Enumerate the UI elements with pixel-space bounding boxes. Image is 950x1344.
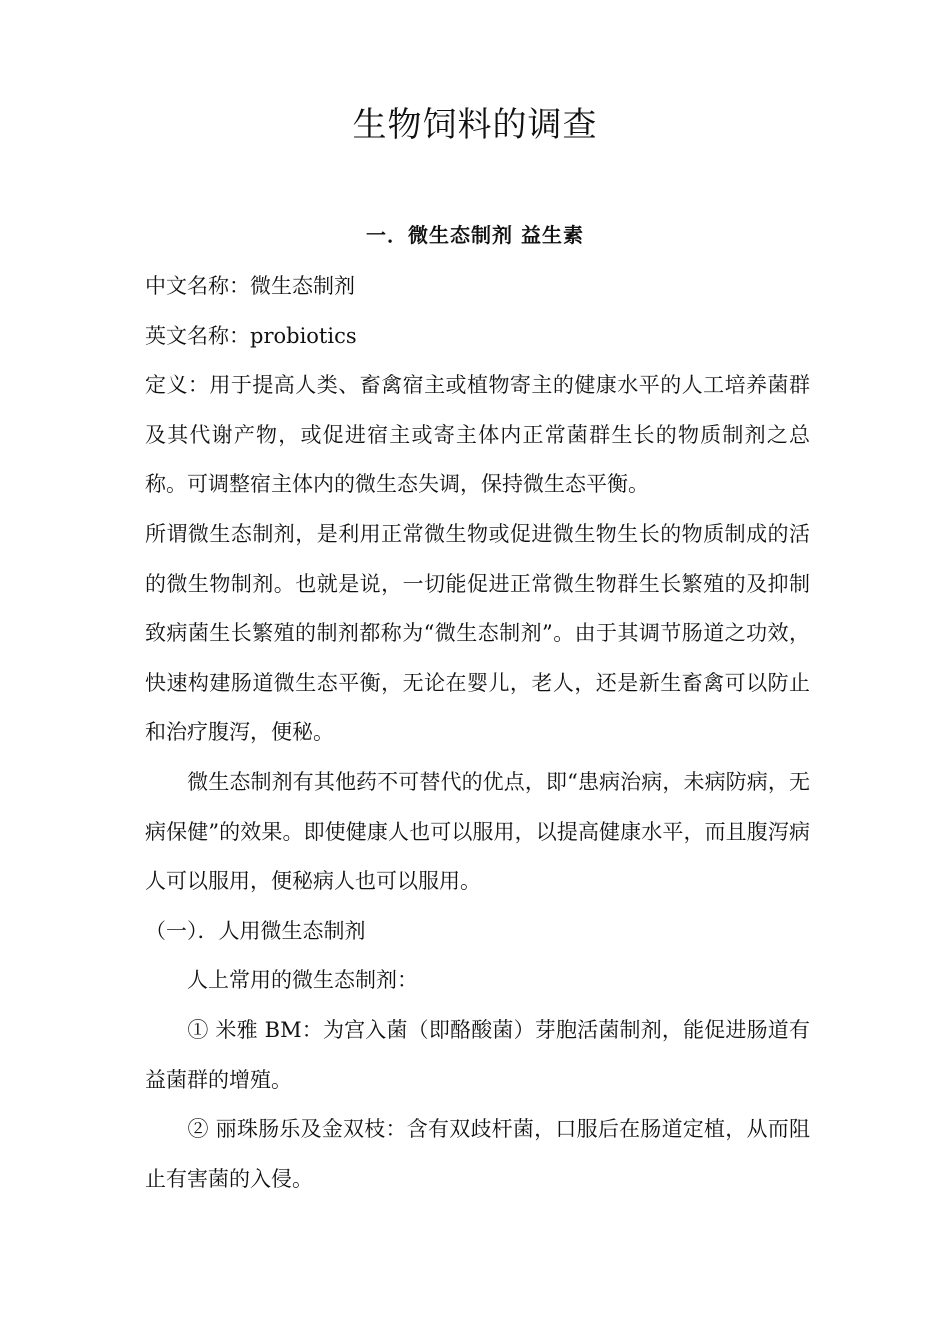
list-item-miya-bm: ① 米雅 BM：为宫入菌（即酪酸菌）芽胞活菌制剂，能促进肠道有益菌群的增殖。	[145, 1017, 810, 1092]
paragraph-english-name: 英文名称：probiotics	[145, 323, 357, 348]
paragraph-definition: 定义：用于提高人类、畜禽宿主或植物寄主的健康水平的人工培养菌群及其代谢产物，或促进宿主或寄主体内正常菌群生长的物质制剂之总称。可调整宿主体内的微生态失调，保持微生态平衡。	[145, 373, 810, 497]
document-body	[145, 262, 810, 1204]
paragraph-explanation: 所谓微生态制剂，是利用正常微生物或促进微生物生长的物质制成的活的微生物制剂。也就是说，一切能促进正常微生物群生长繁殖的及抑制致病菌生长繁殖的制剂都称为“微生态制剂”。由于其调节肠道之功效，快速构建肠道微生态平衡，无论在婴儿，老人，还是新生畜禽可以防止和治疗腹泻，便秘。	[145, 521, 810, 745]
paragraph-common-preparations: 人上常用的微生态制剂：	[145, 968, 418, 993]
paragraph-chinese-name: 中文名称：微生态制剂	[145, 274, 355, 298]
list-item-lizhu-changle: ② 丽珠肠乐及金双枝：含有双歧杆菌，口服后在肠道定植，从而阻止有害菌的入侵。	[145, 1117, 810, 1191]
paragraph-advantages: 微生态制剂有其他药不可替代的优点，即“患病治病，未病防病，无病保健”的效果。即使健康人也可以服用，以提高健康水平，而且腹泻病人可以服用，便秘病人也可以服用。	[145, 769, 810, 894]
section-heading: 一．微生态制剂 益生素	[366, 223, 584, 247]
subsection-heading: （一）．人用微生态制剂	[145, 918, 366, 943]
document-title: 生物饲料的调查	[352, 105, 598, 145]
